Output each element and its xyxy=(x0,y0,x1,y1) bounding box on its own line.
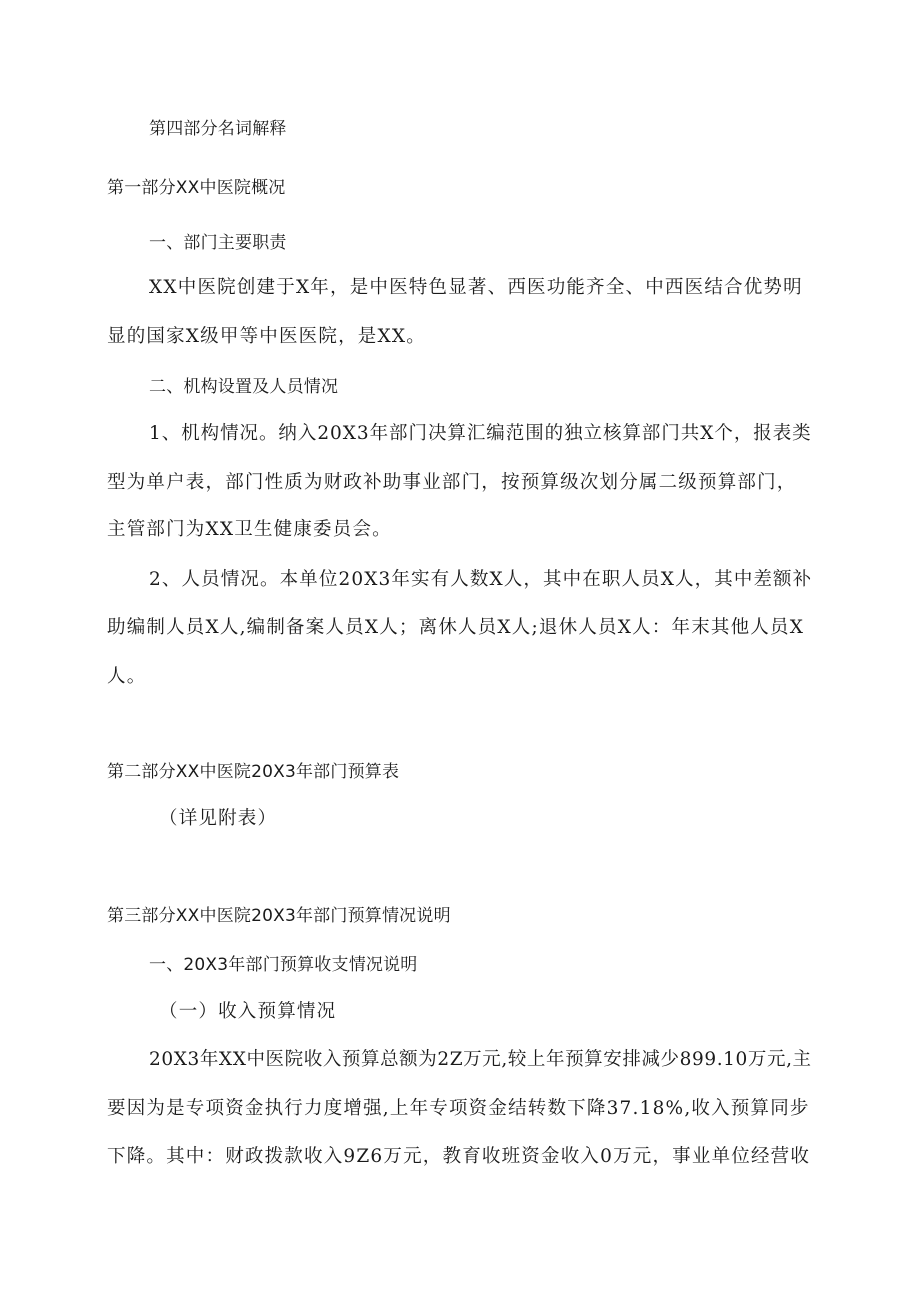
paragraph-line: 显的国家X级甲等中医医院，是XX。 xyxy=(107,326,426,347)
section-heading-part1: 第一部分XX中医院概况 xyxy=(107,178,286,198)
appendix-note: （详见附表） xyxy=(159,808,278,829)
section-heading-part2: 第二部分XX中医院20X3年部门预算表 xyxy=(107,762,400,782)
subheading-organization: 二、机构设置及人员情况 xyxy=(149,377,339,397)
paragraph-line: 下降。其中：财政拨款收入9Z6万元，教育收班资金收入0万元，事业单位经营收 xyxy=(107,1146,811,1167)
section-heading-part4: 第四部分名词解释 xyxy=(149,119,287,139)
paragraph-line: 人。 xyxy=(107,666,147,687)
paragraph-line: 要因为是专项资金执行力度增强,上年专项资金结转数下降37.18%,收入预算同步 xyxy=(107,1098,810,1119)
paragraph-line: 1、机构情况。纳入20X3年部门决算汇编范围的独立核算部门共X个，报表类 xyxy=(149,423,812,444)
subheading-income: （一）收入预算情况 xyxy=(159,1001,337,1022)
paragraph-line: 型为单户表，部门性质为财政补助事业部门，按预算级次划分属二级预算部门， xyxy=(107,472,797,493)
paragraph-line: 2、人员情况。本单位20X3年实有人数X人，其中在职人员X人，其中差额补 xyxy=(149,569,813,590)
paragraph-line: 20X3年XX中医院收入预算总额为2Z万元,较上年预算安排减少899.10万元,主 xyxy=(149,1049,812,1070)
paragraph-line: XX中医院创建于X年，是中医特色显著、西医功能齐全、中西医结合优势明 xyxy=(149,277,803,298)
paragraph-line: 助编制人员X人,编制备案人员X人；离休人员X人;退休人员X人：年末其他人员X xyxy=(107,617,805,638)
section-heading-part3: 第三部分XX中医院20X3年部门预算情况说明 xyxy=(107,906,451,926)
paragraph-line: 主管部门为XX卫生健康委员会。 xyxy=(107,519,392,540)
subheading-budget-summary: 一、20X3年部门预算收支情况说明 xyxy=(149,955,418,975)
subheading-duties: 一、部门主要职责 xyxy=(149,233,287,253)
